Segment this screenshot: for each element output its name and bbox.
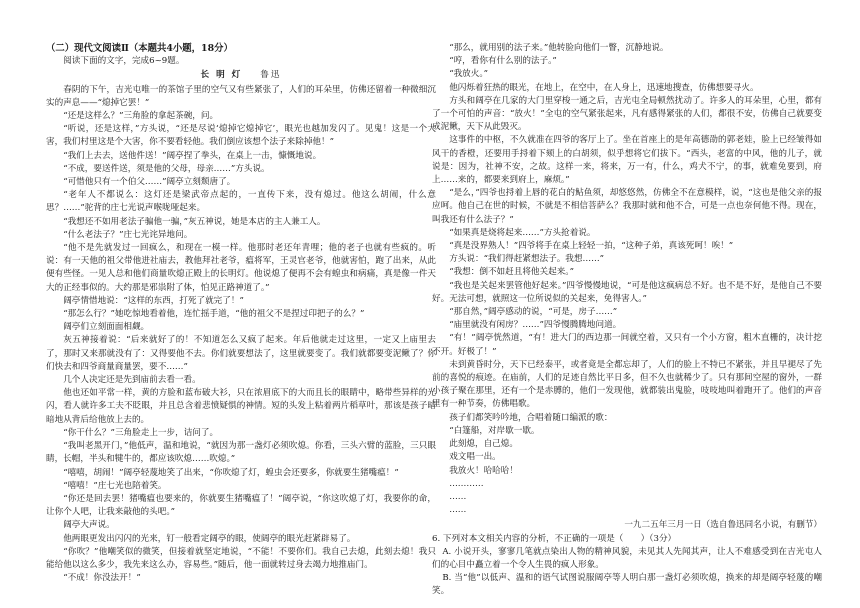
story-paragraph: “我想还不如用老法子骗他一骗，”灰五神说，她是本店的主人兼工人。 xyxy=(63,216,326,227)
story-title: 长 明 灯 xyxy=(200,70,243,81)
story-paragraph: 阔亭情惜地说：“这样的东西，打死了就完了！” xyxy=(63,295,244,306)
story-paragraph: “你干什么？”三角脸走上一步，诘问了。 xyxy=(63,427,219,438)
story-paragraph: ………… xyxy=(449,478,484,489)
story-paragraph: 未到黄昏时分，天下已经泰平，或者竟是全都忘却了，人们的脸上不特已不紧张，并且早褪尽了先前的喜悦的痕迹。在庙前，人们的足迹自然比平日多，但不久也就稀少了。只有那间空屋的窗外，一群小孩子聚在那里，还有一个是赤膊的，他们一发现他，就都装出鬼脸，吱吱地叫着跑开了。他们的声音里有一种节奏，仿佛唱歌。 xyxy=(432,359,822,410)
story-paragraph: “他不是先就发过一回疯么，和现在一模一样。他那时老还年青哩；他的老子也就有些疯的。听说：有一天他的祖父带他进社庙去，教他拜社老爷，瘟将军，王灵官老爷，他就害怕，跑了出来，从此便有些怪。一见人总和他们商量吹熄正殿上的长明灯。他说熄了便再不会有蝗虫和病痛，真是像一件天大的正经事似的。大约那是邪祟附了体，怕见正路神道了。” xyxy=(46,243,436,293)
story-paragraph: “可惜他只有一个伯父……”阔亭立刻颓唐了。 xyxy=(63,177,236,188)
story-paragraph: “你还是回去罢！猪嘴瘟也要来的，你就要生猪嘴瘟了！”阔亭说，“你这吹熄了灯，我要你的命，让你个人吧，让我来敲他的头吧。” xyxy=(46,493,436,518)
right-story-body xyxy=(432,42,822,517)
answer-option: A. 小说开头，寥寥几笔就点染出人物的精神风貌，未见其人先闻其声，让人不难感受到在吉光屯人们的心目中矗立着一个令人生畏的疯人形象。 xyxy=(432,546,822,570)
story-paragraph: 阔亭大声说。 xyxy=(63,520,115,531)
story-paragraph: 他闪烁着狂热的眼光，在地上，在空中，在人身上，迅速地搜查，仿佛想要寻火。 xyxy=(449,82,759,93)
reading-instruction: 阅读下面的文字，完成6~9题。 xyxy=(63,56,185,67)
story-paragraph: “你吹？”他嘲笑似的微笑，但接着就坚定地说，“不能！不要你们。我自己去熄，此刻去熄！我只能给他以这么多少，我先来这么办，容易些。”随后，他一面就转过身去竭力地推庙门。 xyxy=(46,546,436,570)
question-6-options xyxy=(432,546,822,599)
story-paragraph: 孩子们都笑吟吟地，合唱着随口编派的歌： xyxy=(449,412,613,423)
left-column xyxy=(46,42,436,585)
story-paragraph: “那么，就用别的法子来。”他转脸向他们一瞥，沉静地说。 xyxy=(449,43,669,53)
story-paragraph: “我也是关起来罢管他好起来。”四爷慢慢地说，“可是他这疯病总不好。也不是不好，是他自己不要好。无法可想，就照这一位所说似的关起来，免得害人。” xyxy=(432,280,822,304)
story-paragraph: 灰五神接着说：“后来就好了的！不知道怎么又疯了起来。年后他就走过这里，一定又上庙里去了，那时又来那就没有了：又得要他不去。你们就要想法了，这里就要变了。我们就都要变泥鳅了？你们快去和四爷商量商量罢，要不……” xyxy=(46,335,436,372)
story-title-line xyxy=(46,69,436,82)
story-paragraph: 他也还如平常一样，黄的方脸和蓝布破大衫，只在浓眉底下的大而且长的眼睛中，略带些异样的光闪，看人就许多工夫不眨眼，并且总含着悲愤疑惧的神情。短的头发上粘着两片稻草叶，那该是孩子暗暗地从背后给他放上去的。 xyxy=(46,388,436,425)
story-paragraph: “老年人不都说么：这灯还是梁武帝点起的，一直传下来，没有熄过。他这么胡闹，什么意思？……”驼背的庄七光说声喉咙哑起来。 xyxy=(46,190,436,214)
story-paragraph: “还是这样么？”三角脸的拿起茶碗，问。 xyxy=(63,111,219,122)
story-paragraph: “白篷船，对岸歇一歇。 xyxy=(449,425,540,436)
story-paragraph: 戏文唱一出。 xyxy=(449,452,501,463)
story-paragraph: 阔亭们立刻面面相觑。 xyxy=(63,322,150,333)
story-paragraph: “那自然，”阔亭感动的说，“可是，房子……” xyxy=(449,307,618,318)
story-paragraph: 此刻熄，自己熄。 xyxy=(449,439,518,450)
left-story-body xyxy=(46,84,436,586)
story-paragraph: “如果真是烧将起来……”方头抢着说。 xyxy=(449,227,596,238)
answer-option: B. 当“他”以低声、温和的语气试图说服阔亭等人明白那一盏灯必须吹熄，换来的却是阔亭轻蔑的嘲笑。 xyxy=(432,573,822,597)
story-paragraph: “我叫老黑开门，”他低声，温和地说，“就因为那一盏灯必须吹熄。你看，三头六臂的蓝脸，三只眼睛，长帽，半头和犍牛的，都应该吹熄……吹熄。” xyxy=(46,441,436,465)
story-paragraph: “听说，还是这样，”方头说，“还是尽说‘熄掉它熄掉它’，眼光也越加发闪了。见鬼！这是一个大害，我们村里这是个大害，你不要看轻他。我们倒应该想个法子来除掉他！” xyxy=(46,124,436,148)
question-6: 6. 下列对本文相关内容的分析，不正确的一项是（ ）（3分） xyxy=(432,533,677,544)
story-paragraph: …… xyxy=(449,505,467,516)
story-paragraph: 春阴的下午，吉光屯唯一的茶馆子里的空气又有些紧张了，人们的耳朵里，仿佛还留着一种微细沉实的声息——“熄掉它罢！” xyxy=(46,84,436,108)
story-paragraph: 方头和阔亭在几家的大门里穿梭一通之后，吉光屯全局顿然扰动了。许多人的耳朵里，心里，都有了一个可怕的声音：“放火！”全屯的空气紧张起来，凡有感得紧张的人们，都很不安，仿佛自己就要变成泥鳅，天下从此毁灭。 xyxy=(432,95,822,133)
story-paragraph: “哼，看你有什么别的法子。” xyxy=(449,56,557,67)
right-column xyxy=(432,42,822,599)
story-paragraph: “我想：倒不如赶且将他关起来。” xyxy=(449,267,574,278)
story-paragraph: “不成！你没法开！” xyxy=(63,573,141,584)
story-paragraph: 几个人决定还是先到庙前去看一看。 xyxy=(63,375,201,386)
story-paragraph: “是么，”四爷也捋着上唇的花白的鲇鱼须，却悠悠然，仿佛全不在意模样，说，“这也是他父亲的报应呵。他自己在世的时候，不就是不相信菩萨么？我那时就和他不合，可是一点也奈何他不得。现在，叫我还有什么法子？” xyxy=(432,188,822,225)
story-paragraph: 他两眼更发出闪闪的光来，钉一般看定阔亭的眼，使阔亭的眼光赶紧辟易了。 xyxy=(63,533,356,544)
story-paragraph: 方头说：“我们得赶紧想法子。我想……” xyxy=(449,254,605,265)
story-paragraph: …… xyxy=(449,491,467,502)
section-title: （二）现代文阅读Ⅱ（本题共4小题，18分） xyxy=(46,43,233,54)
story-paragraph: 这事件的中枢，不久就准在四爷的客厅上了。坐在首座上的是年高德劭的郭老娃，脸上已经皱得如风干的香橙，还要用手捋着下颏上的白胡须，似乎想将它们拔下。“西头，老富的中风，他的儿子，就说是：因为，社神不安，之故。这样一来，将来，万一有，什么，鸡犬不宁，的事，就难免要到，府上……来的，都要来到府上，麻烦。” xyxy=(432,135,822,186)
source-signature: 一九二五年三月一日（选自鲁迅同名小说，有删节） xyxy=(624,520,822,531)
story-paragraph: “嘻嘻，胡闹！”阔亭轻蔑地笑了出来，“你吹熄了灯，蝗虫会还要多，你就要生猪嘴瘟！” xyxy=(63,467,399,478)
story-paragraph: 我放火！哈哈哈！ xyxy=(449,465,518,476)
story-paragraph: “我放火。” xyxy=(449,69,489,80)
story-paragraph: “我们上去去，送他件送！”阔亭捏了拳头，在桌上一击，慷慨地说。 xyxy=(63,150,322,161)
story-author: 鲁迅 xyxy=(260,70,282,81)
story-paragraph: “庙里就没有闲房？……”四爷慢腾腾地问道。 xyxy=(449,320,622,331)
story-paragraph: “有！”阔亭恍然道，“有！进大门的西边那一间就空着，又只有一个小方窗，粗木直栅的，决计挖不开。好极了！” xyxy=(432,333,822,357)
story-paragraph: “那怎么行？”她吃惊地看着他，连忙摇手道，“他的祖父不是捏过印把子的么？” xyxy=(63,309,365,320)
story-paragraph: “嘻嘻！”庄七光也陪着笑。 xyxy=(63,480,167,491)
story-paragraph: “不成，要送件送，须是他的父母，母亲……”方头说。 xyxy=(63,163,270,174)
story-paragraph: “真是没界熟人！”四爷将手在桌上轻轻一拍，“这种子弟，真该死呵！唉！” xyxy=(449,241,734,252)
story-paragraph: “什么老法子？”庄七光诧异地问。 xyxy=(63,229,193,240)
